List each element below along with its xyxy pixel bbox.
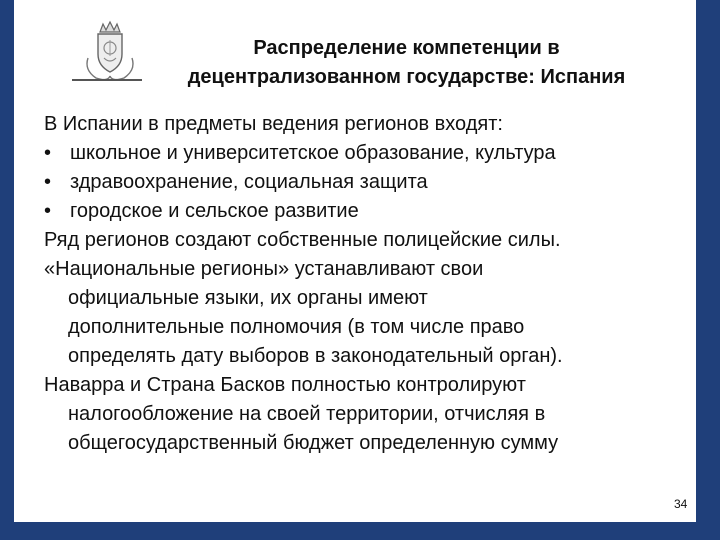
slide-title: [134, 34, 679, 92]
paragraph-line: определять дату выборов в законодательный орган).: [68, 345, 563, 367]
navarra-paragraph: [44, 371, 704, 458]
paragraph-line: «Национальные регионы» устанавливают свои: [44, 258, 484, 280]
bullet-icon: •: [44, 171, 52, 193]
bullet-icon: •: [44, 200, 52, 222]
police-paragraph: Ряд регионов создают собственные полицейские силы.: [44, 229, 561, 251]
slide-body: [44, 110, 704, 458]
list-item: [44, 168, 704, 197]
list-item-text: здравоохранение, социальная защита: [70, 171, 428, 193]
bullet-icon: •: [44, 142, 52, 164]
paragraph-line: Наварра и Страна Басков полностью контролируют: [44, 374, 526, 396]
title-divider: [72, 79, 142, 81]
title-line-1: Распределение компетенции в: [253, 37, 560, 59]
slide-frame-bottom: [0, 522, 720, 540]
list-item: [44, 197, 704, 226]
slide-frame-left: [0, 0, 14, 540]
paragraph-line: дополнительные полномочия (в том числе право: [68, 316, 525, 338]
slide: [14, 0, 696, 522]
paragraph-line: официальные языки, их органы имеют: [68, 287, 428, 309]
list-item-text: школьное и университетское образование, культура: [70, 142, 556, 164]
list-item: [44, 139, 704, 168]
title-line-2: децентрализованном государстве: Испания: [187, 66, 626, 88]
paragraph-line: общегосударственный бюджет определенную сумму: [68, 432, 559, 454]
paragraph-line: налогообложение на своей территории, отчисляя в: [68, 403, 546, 425]
page-number: 34: [674, 497, 688, 511]
national-regions-paragraph: [44, 255, 704, 371]
list-item-text: городское и сельское развитие: [70, 200, 359, 222]
intro-text: В Испании в предметы ведения регионов входят:: [44, 113, 503, 135]
